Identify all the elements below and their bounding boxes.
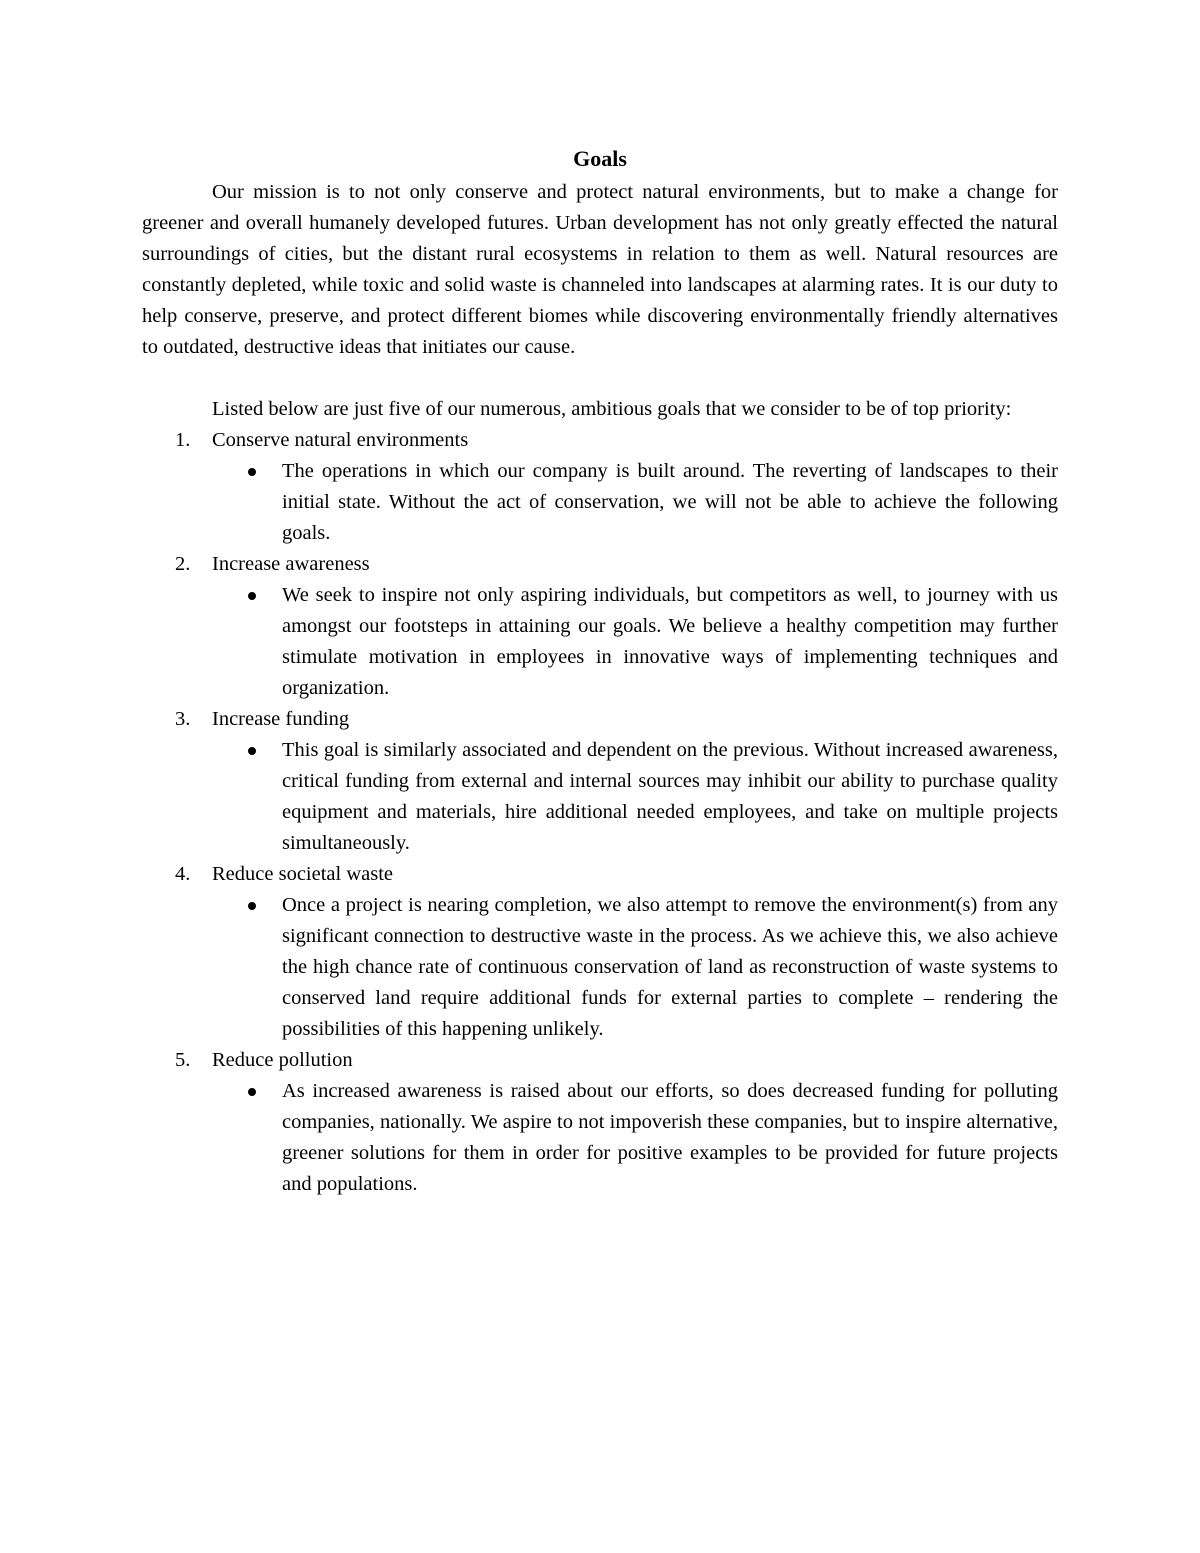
goal-number: 4. (175, 863, 191, 885)
goal-detail (212, 456, 1058, 549)
goal-title: Reduce societal waste (212, 863, 394, 885)
goal-number: 2. (175, 553, 191, 575)
goal-item (142, 1045, 1058, 1200)
goal-item (142, 704, 1058, 859)
goal-item (142, 425, 1058, 549)
bullet-icon (248, 592, 256, 600)
goal-title: Increase funding (212, 708, 350, 730)
goal-title: Conserve natural environments (212, 429, 469, 451)
paragraph-spacer (142, 363, 1058, 394)
goal-detail-text: The operations in which our company is built around. The reverting of landscapes to their initial state. Without the act of conservation, we will not be able to achieve the following goals. (282, 460, 1058, 544)
goal-number: 3. (175, 708, 191, 730)
goal-item (142, 859, 1058, 1045)
bullet-icon (248, 1088, 256, 1096)
goal-detail-text: We seek to inspire not only aspiring individuals, but competitors as well, to journey with us amongst our footsteps in attaining our goals. We believe a healthy competition may further stimulate motivation in employees in innovative ways of implementing techniques and organization. (282, 584, 1058, 699)
goal-detail-text: As increased awareness is raised about our efforts, so does decreased funding for polluting companies, nationally. We aspire to not impoverish these companies, but to inspire alternative, greener solutions for them in order for positive examples to be provided for future projects and populations. (282, 1080, 1058, 1195)
goal-detail-text: Once a project is nearing completion, we also attempt to remove the environment(s) from any significant connection to destructive waste in the process. As we achieve this, we also achieve the high chance rate of continuous conservation of land as reconstruction of waste systems to conserved land require additional funds for external parties to complete – rendering the possibilities of this happening unlikely. (282, 894, 1058, 1040)
goal-detail (212, 890, 1058, 1045)
mission-paragraph: Our mission is to not only conserve and protect natural environments, but to make a change for greener and overall humanely developed futures. Urban development has not only greatly effected the natural surroundings of cities, but the distant rural ecosystems in relation to them as well. Natural resources are constantly depleted, while toxic and solid waste is channeled into landscapes at alarming rates. It is our duty to help conserve, preserve, and protect different biomes while discovering environmentally friendly alternatives to outdated, destructive ideas that initiates our cause. (142, 181, 1058, 358)
goal-detail-list (212, 580, 1058, 704)
goal-detail-list (212, 456, 1058, 549)
goal-detail-list (212, 890, 1058, 1045)
bullet-icon (248, 747, 256, 755)
goal-detail (212, 1076, 1058, 1200)
goal-detail-text: This goal is similarly associated and dependent on the previous. Without increased awareness, critical funding from external and internal sources may inhibit our ability to purchase quality equipment and materials, hire additional needed employees, and take on multiple projects simultaneously. (282, 739, 1058, 854)
bullet-icon (248, 902, 256, 910)
goal-title: Increase awareness (212, 553, 370, 575)
bullet-icon (248, 468, 256, 476)
goal-item (142, 549, 1058, 704)
goal-number: 5. (175, 1049, 191, 1071)
goal-detail-list (212, 1076, 1058, 1200)
goal-number: 1. (175, 429, 191, 451)
goal-title: Reduce pollution (212, 1049, 353, 1071)
document-page (142, 140, 1058, 1200)
goals-intro-paragraph: Listed below are just five of our numerous, ambitious goals that we consider to be of top priority: (212, 398, 1012, 420)
goal-detail-list (212, 735, 1058, 859)
goal-detail (212, 735, 1058, 859)
goals-list (142, 425, 1058, 1200)
document-title: Goals (573, 146, 627, 171)
goal-detail (212, 580, 1058, 704)
